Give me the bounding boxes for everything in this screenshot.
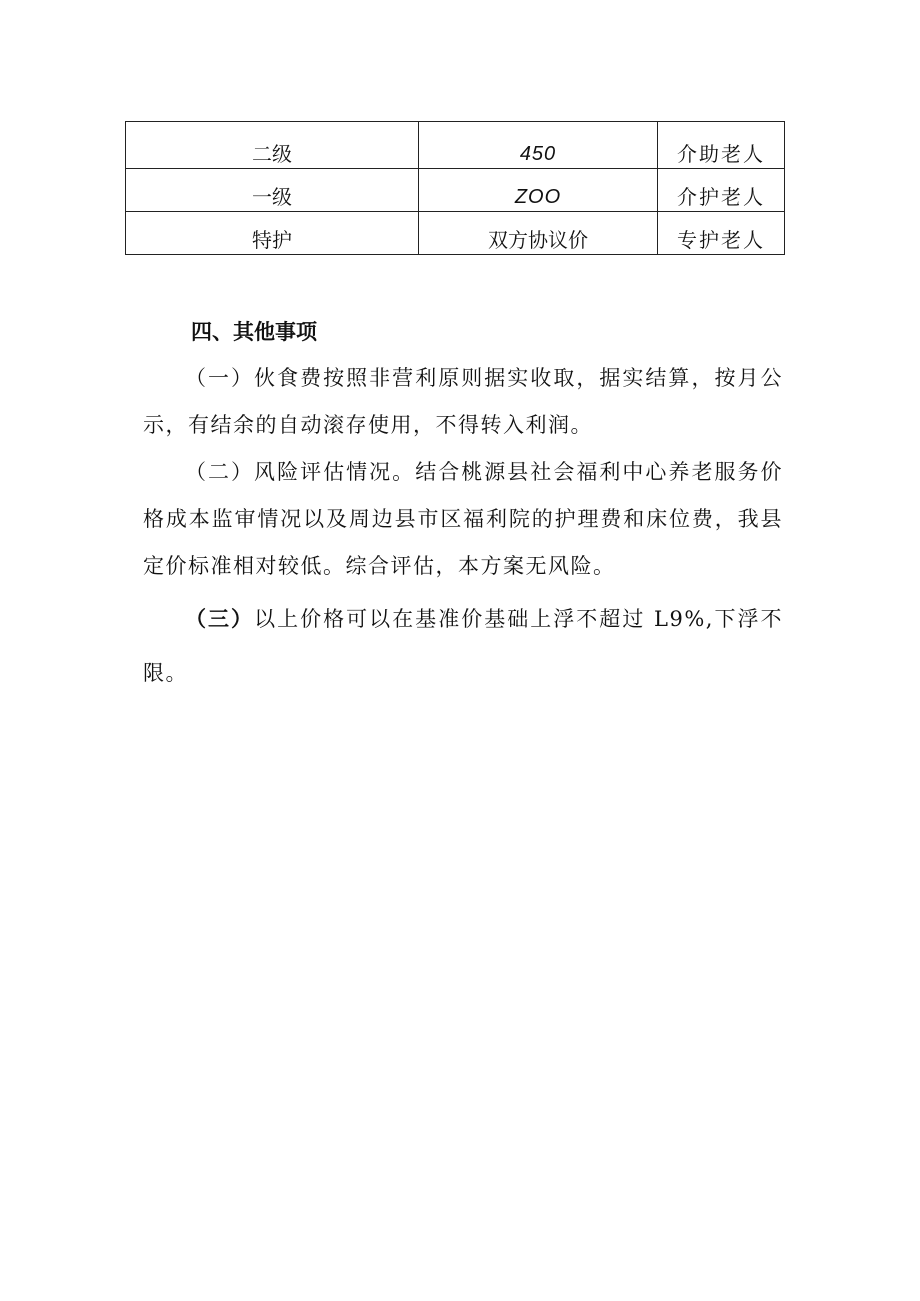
care-type-cell: 专护老人 (658, 212, 785, 255)
level-cell: 特护 (126, 212, 419, 255)
level-cell: 二级 (126, 122, 419, 169)
price-table (125, 121, 785, 255)
price-cell: ZOO (419, 169, 658, 212)
paragraph-item-2: （二）风险评估情况。结合桃源县社会福利中心养老服务价格成本监审情况以及周边县市区福利院的护理费和床位费，我县定价标准相对较低。综合评估，本方案无风险。 (143, 460, 783, 578)
price-cell: 双方协议价 (419, 212, 658, 255)
table-row (126, 122, 785, 169)
care-type-cell: 介助老人 (658, 122, 785, 169)
price-cell: 450 (419, 122, 658, 169)
section-heading: 四、其他事项 (191, 320, 317, 344)
paragraph-item-3 (143, 592, 783, 700)
paragraph-item-1: （一）伙食费按照非营利原则据实收取，据实结算，按月公示，有结余的自动滚存使用，不得转入利润。 (143, 366, 783, 437)
level-cell: 一级 (126, 169, 419, 212)
item-text: 以上价格可以在基准价基础上浮不超过 L9%,下浮不限。 (143, 607, 784, 685)
table-row (126, 169, 785, 212)
care-type-cell: 介护老人 (658, 169, 785, 212)
item-number: （三） (185, 606, 255, 631)
table-row (126, 212, 785, 255)
